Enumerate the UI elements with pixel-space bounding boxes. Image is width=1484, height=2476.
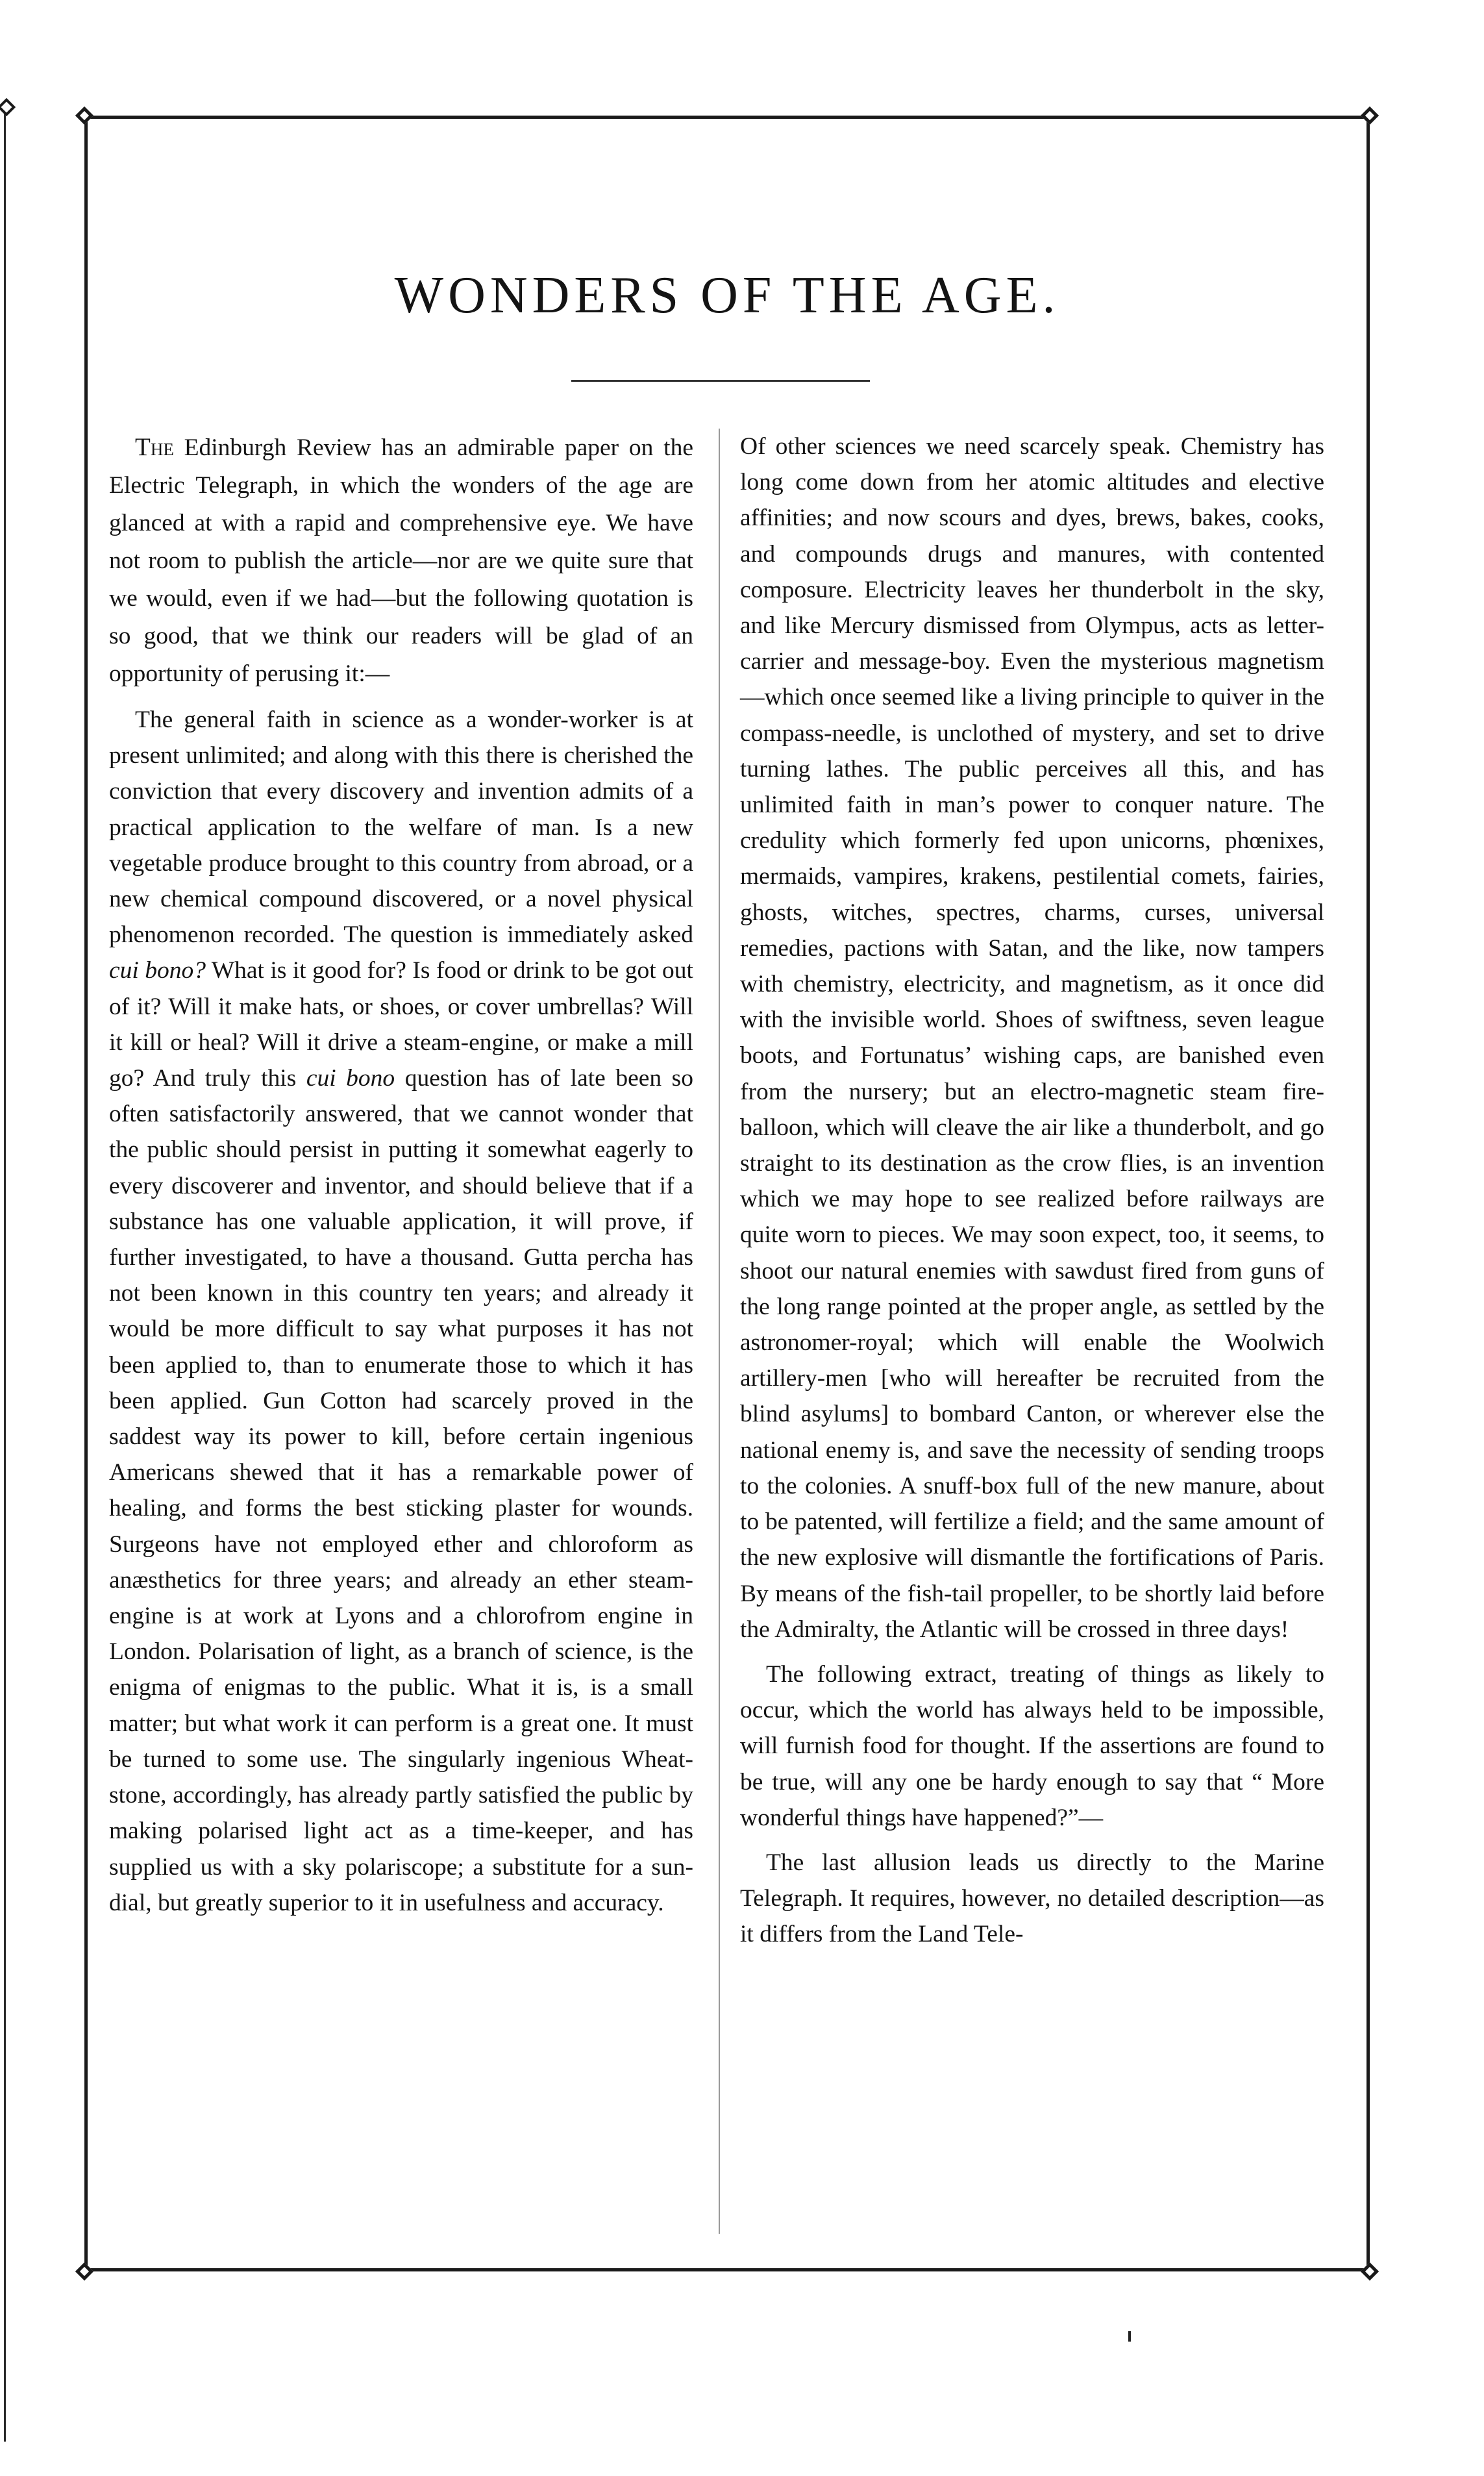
right-column xyxy=(740,429,1324,1962)
marine-telegraph-paragraph: The last allusion leads us directly to the Marine Telegraph. It requires, however, no detailed description—as it differs from the Land Tele- xyxy=(740,1849,1324,1948)
sciences-paragraph: Of other sciences we need scarcely speak. Chemistry has long come down from her atomic altitudes and elective affinities; and now scours and dyes, brews, bakes, cooks, and compounds drugs and manures, with contented composure. Electricity leaves her thunderbolt in the sky, and like Mercury dismissed from Olympus, acts as letter-carrier and message-boy. Even the mysterious magnetism—which once seemed like a living principle to quiver in the compass-needle, is unclothed of mystery, and set to drive turning lathes. The public perceives all this, and has unlimited faith in man’s power to conquer nature. The credulity which formerly fed upon unicorns, phœnixes, mermaids, vampires, krakens, pestilential comets, fairies, ghosts, witches, spectres, charms, curses, universal remedies, pactions with Satan, and the like, now tampers with chemistry, electricity, and magnetism, as it once did with the invisible world. Shoes of swiftness, seven league boots, and Fortunatus’ wishing caps, are banished even from the nursery; but an electro-magnetic steam fire-balloon, which will cleave the air like a thunderbolt, and go straight to its destination as the crow flies, is an invention which we may hope to see realized before railways are quite worn to pieces. We may soon expect, too, it seems, to shoot our natural enemies with sawdust fired from guns of the long range pointed at the proper angle, as settled by the astronomer-royal; which will enable the Woolwich artillery-men [who will hereafter be recruited from the blind asylums] to bombard Canton, or wherever else the national enemy is, and save the necessity of sending troops to the colonies. A snuff-box full of the new manure, about to be patented, will fertilize a field; and the same amount of the new explosive will dismantle the fortifications of Paris. By means of the fish-tail propeller, to be shortly laid before the Admiralty, the Atlantic will be crossed in three days! xyxy=(740,433,1324,1643)
article-title: WONDERS OF THE AGE. xyxy=(394,267,1060,324)
cui-bono-italic-1: cui bono? xyxy=(109,957,206,984)
intro-lead-word: The xyxy=(135,433,174,461)
bottom-print-mark xyxy=(1128,2331,1131,2342)
cui-bono-italic-2: cui bono xyxy=(306,1065,395,1092)
left-column xyxy=(109,429,693,1930)
intro-text: Edinburgh Review has an admirable paper on the Electric Telegraph, in which the wonders of the age are glanced at with a rapid and comprehensive eye. We have not room to publish the article—nor are we quite sure that we would, even if we had—but the following quotation is so good, that we think our readers will be glad of an opportunity of perusing it:— xyxy=(109,434,693,687)
title-divider-rule xyxy=(571,380,870,382)
column-divider xyxy=(719,429,720,2234)
quote-text-part-3: question has of late been so often satisfactorily answered, that we cannot wonder that the public should persist in putting it somewhat eagerly to every discoverer and inventor, and should believe that if a substance has one valuable application, it will prove, if further investigated, to have a thousand. Gutta percha has not been known in this country ten years; and already it would be more difficult to say what purposes it has not been applied to, than to enumerate those to which it has been applied. Gun Cotton had scarcely proved in the saddest way its power to kill, before certain ingenious Americans shewed that it has a remarkable power of healing, and forms the best sticking plaster for wounds. Surgeons have not employed ether and chloroform as anæsthetics for three years; and already an ether steam-engine is at work at Lyons and a chlorofrom engine in London. Polarisation of light, as a branch of science, is the enigma of enigmas to the public. What it is, is a small matter; but what work it can perform is a great one. It must be turned to some use. The singularly ingenious Wheat-stone, accordingly, has already partly satisfied the public by making polarised light act as a time-keeper, and has supplied us with a sky polariscope; a substitute for a sun-dial, but greatly superior to it in usefulness and accuracy. xyxy=(109,1065,693,1916)
quote-text-part-1: The general faith in science as a wonder-worker is at present unlimited; and along with this there is cherished the conviction that every discovery and invention admits of a practical application to the welfare of man. Is a new vegetable produce brought to this country from abroad, or a new chemical compound discovered, or a novel physical phenomenon recorded. The question is immediately asked xyxy=(109,707,693,949)
binding-edge-line xyxy=(4,104,6,2442)
intro-paragraph xyxy=(109,429,693,693)
extract-intro-paragraph: The following extract, treating of things as likely to occur, which the world has always held to be impossible, will furnish food for thought. If the assertions are found to be true, will any one be hardy enough to say that “ More wonderful things have happened?”— xyxy=(740,1660,1324,1831)
quoted-paragraph xyxy=(109,702,693,1921)
quote-text-part-2: What is it good for? Is food or drink to be got out of it? Will it make hats, or shoes, or cover umbrellas? Will it kill or heal? Will it drive a steam-engine, or make a mill go? And truly this xyxy=(109,957,693,1092)
binding-edge-ornament xyxy=(0,98,16,116)
